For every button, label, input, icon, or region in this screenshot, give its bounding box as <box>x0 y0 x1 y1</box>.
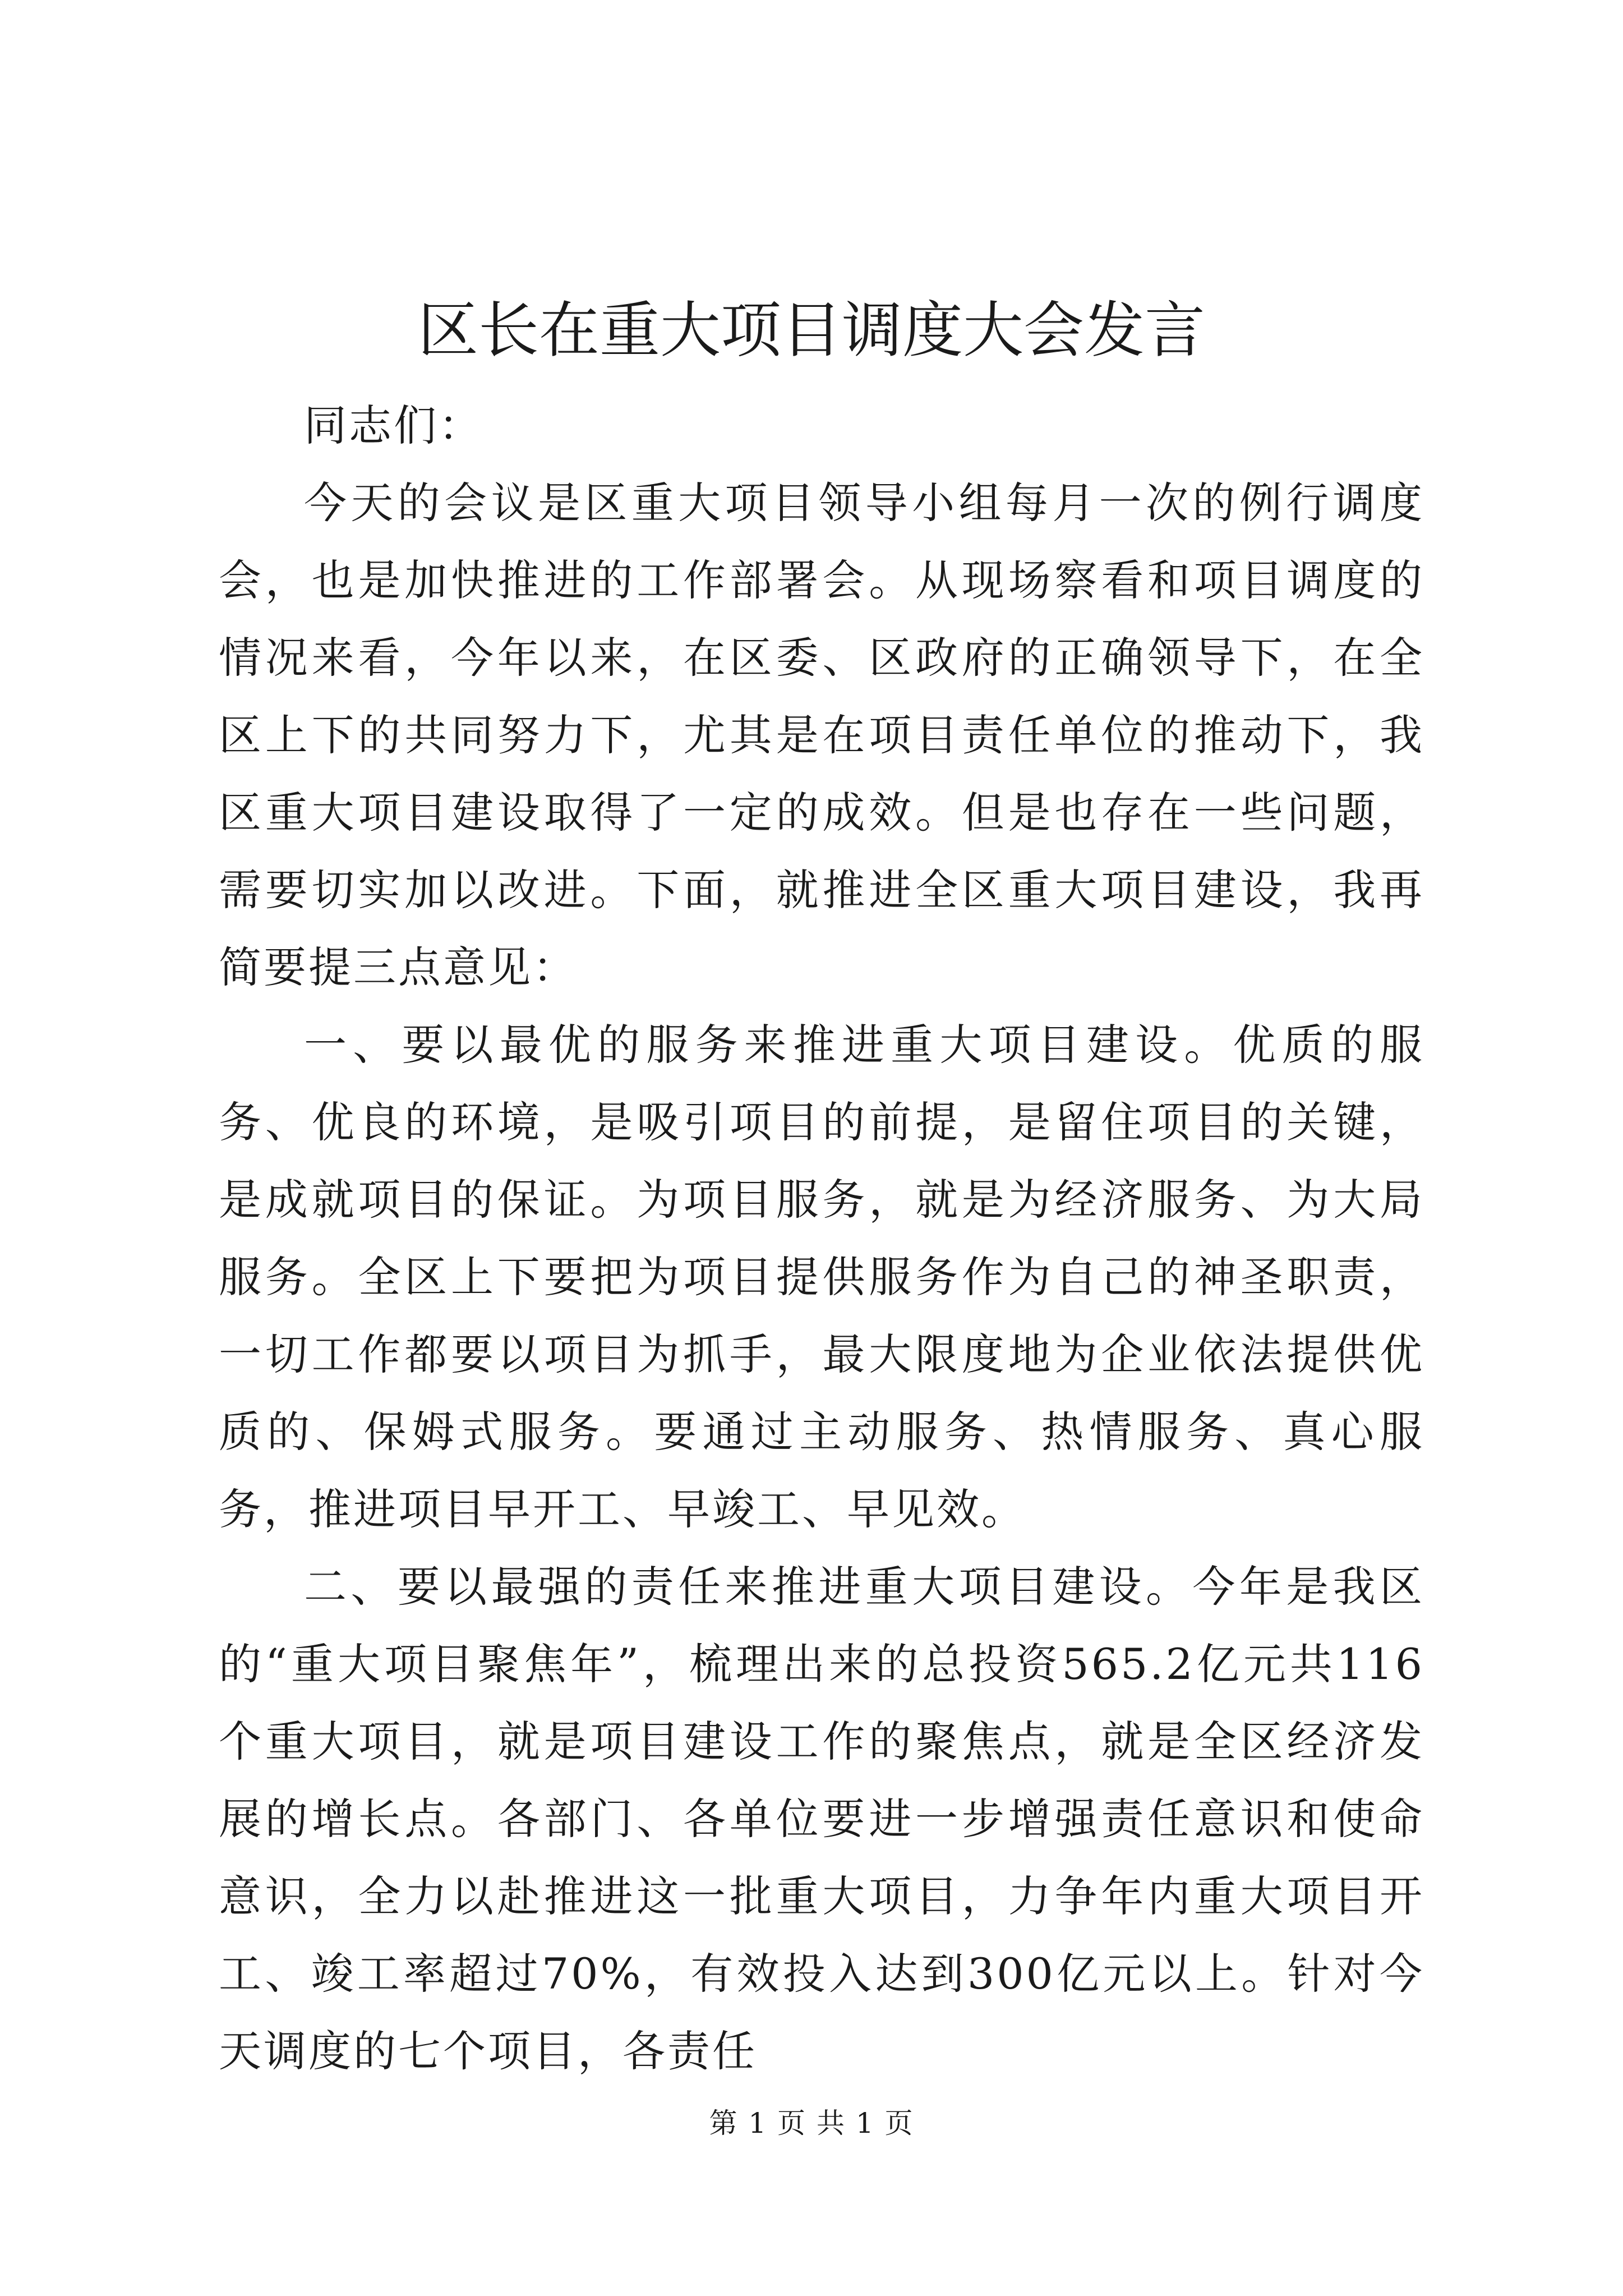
salutation: 同志们： <box>304 401 483 450</box>
page-footer: 第 1 页 共 1 页 <box>709 2107 914 2139</box>
paragraph-point-two: 二、要以最强的责任来推进重大项目建设。今年是我区的“重大项目聚焦年”，梳理出来的总投资565.2亿元共116个重大项目，就是项目建设工作的聚焦点，就是全区经济发展的增长点。各部门、各单位要进一步增强责任意识和使命意识，全力以赴推进这一批重大项目，力争年内重大项目开工、竣工率超过70%，有效投入达到300亿元以上。针对今天调度的七个项目，各责任 <box>219 1562 1424 2076</box>
paragraph-intro: 今天的会议是区重大项目领导小组每月一次的例行调度会，也是加快推进的工作部署会。从现场察看和项目调度的情况来看，今年以来，在区委、区政府的正确领导下，在全区上下的共同努力下，尤其是在项目责任单位的推动下，我区重大项目建设取得了一定的成效。但是也存在一些问题，需要切实加以改进。下面，就推进全区重大项目建设，我再简要提三点意见： <box>219 478 1424 992</box>
document-title: 区长在重大项目调度大会发言 <box>417 296 1205 366</box>
paragraph-point-one: 一、要以最优的服务来推进重大项目建设。优质的服务、优良的环境，是吸引项目的前提，是留住项目的关键，是成就项目的保证。为项目服务，就是为经济服务、为大局服务。全区上下要把为项目提供服务作为自己的神圣职责，一切工作都要以项目为抓手，最大限度地为企业依法提供优质的、保姆式服务。要通过主动服务、热情服务、真心服务，推进项目早开工、早竣工、早见效。 <box>219 1020 1424 1534</box>
document-body <box>219 387 1424 2090</box>
